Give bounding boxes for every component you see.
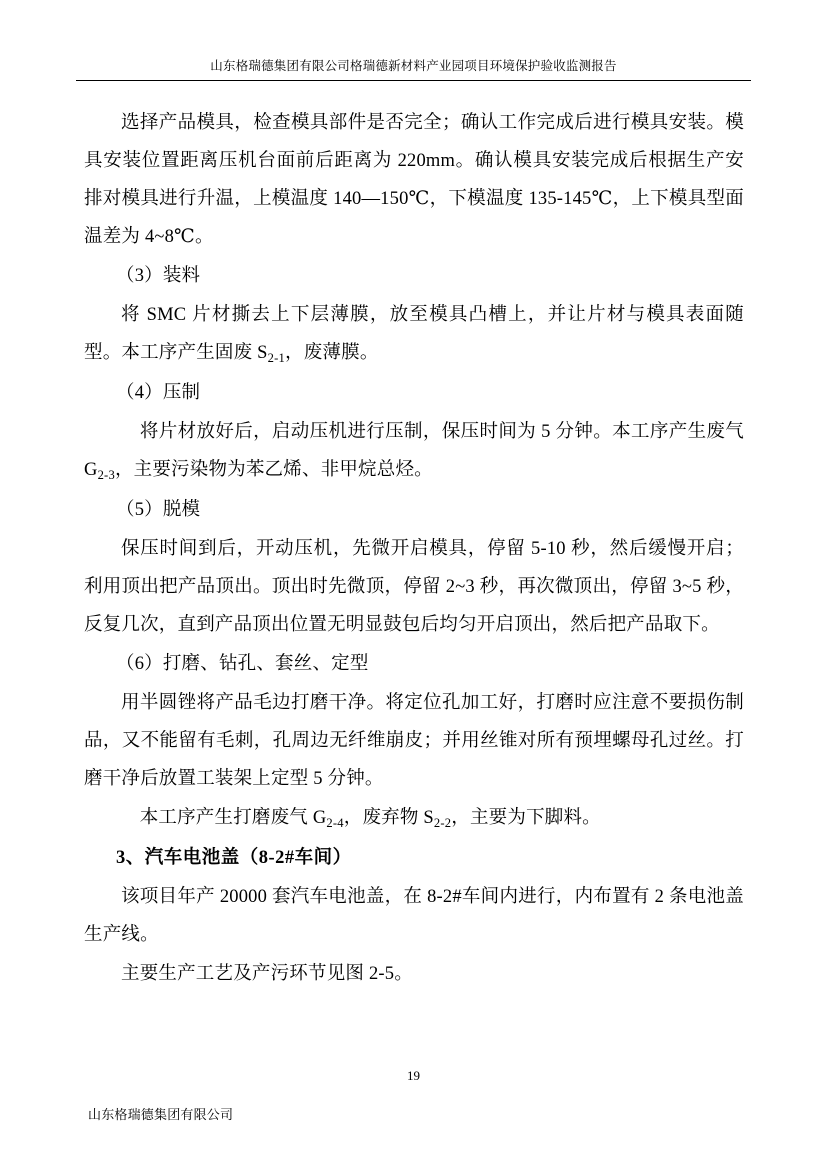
paragraph-grinding: 用半圆锉将产品毛边打磨干净。将定位孔加工好，打磨时应注意不要损伤制品，又不能留有毛刺，孔周边无纤维崩皮；并用丝锥对所有预埋螺母孔过丝。打磨干净后放置工装架上定型 5 分钟。: [84, 693, 744, 789]
paragraph-battery-cover-output: 该项目年产 20000 套汽车电池盖，在 8-2#车间内进行，内布置有 2 条电池盖生产线。: [84, 887, 745, 945]
subheading-pressing: （4）压制: [116, 383, 201, 403]
paragraph-demolding: 保压时间到后，开动压机，先微开启模具，停留 5-10 秒，然后缓慢开启；利用顶出把产品顶出。顶出时先微顶，停留 2~3 秒，再次微顶出，停留 3~5 秒，反复几次，直到产品顶出位置无明显鼓包后均匀开启顶出，然后把产品取下。: [84, 539, 744, 635]
paragraph-mold-install: 选择产品模具，检查模具部件是否完全；确认工作完成后进行模具安装。模具安装位置距离压机台面前后距离为 220mm。确认模具安装完成后根据生产安排对模具进行升温，上模温度 140—150℃，下模温度 135-145℃，上下模具型面温差为 4~8℃。: [84, 113, 744, 247]
footer-company-name: 山东格瑞德集团有限公司: [88, 1107, 234, 1122]
section-heading-battery-cover: 3、汽车电池盖（8-2#车间）: [116, 848, 352, 868]
page-header: 山东格瑞德集团有限公司格瑞德新材料产业园项目环境保护验收监测报告: [76, 56, 751, 81]
subheading-demolding: （5）脱模: [116, 500, 201, 520]
paragraph-grinding-emissions: 本工序产生打磨废气 $G_{2-4}$，废弃物 $S_{2-2}$，主要为下脚料。: [121, 808, 601, 831]
subheading-loading: （3）装料: [116, 266, 201, 286]
document-body: [84, 104, 744, 994]
paragraph-process-figure-ref: 主要生产工艺及产污环节见图 2-5。: [121, 964, 413, 984]
subheading-grinding: （6）打磨、钻孔、套丝、定型: [116, 654, 369, 674]
page-number: 19: [407, 1068, 420, 1083]
paragraph-pressing: 将片材放好后，启动压机进行压制，保压时间为 5 分钟。本工序产生废气 $G_{2-3}$，主要污染物为苯乙烯、非甲烷总烃。: [84, 422, 745, 483]
paragraph-loading: 将 SMC 片材撕去上下层薄膜，放至模具凸槽上，并让片材与模具表面随型。本工序产生固废 $S_{2-1}$，废薄膜。: [84, 305, 744, 366]
